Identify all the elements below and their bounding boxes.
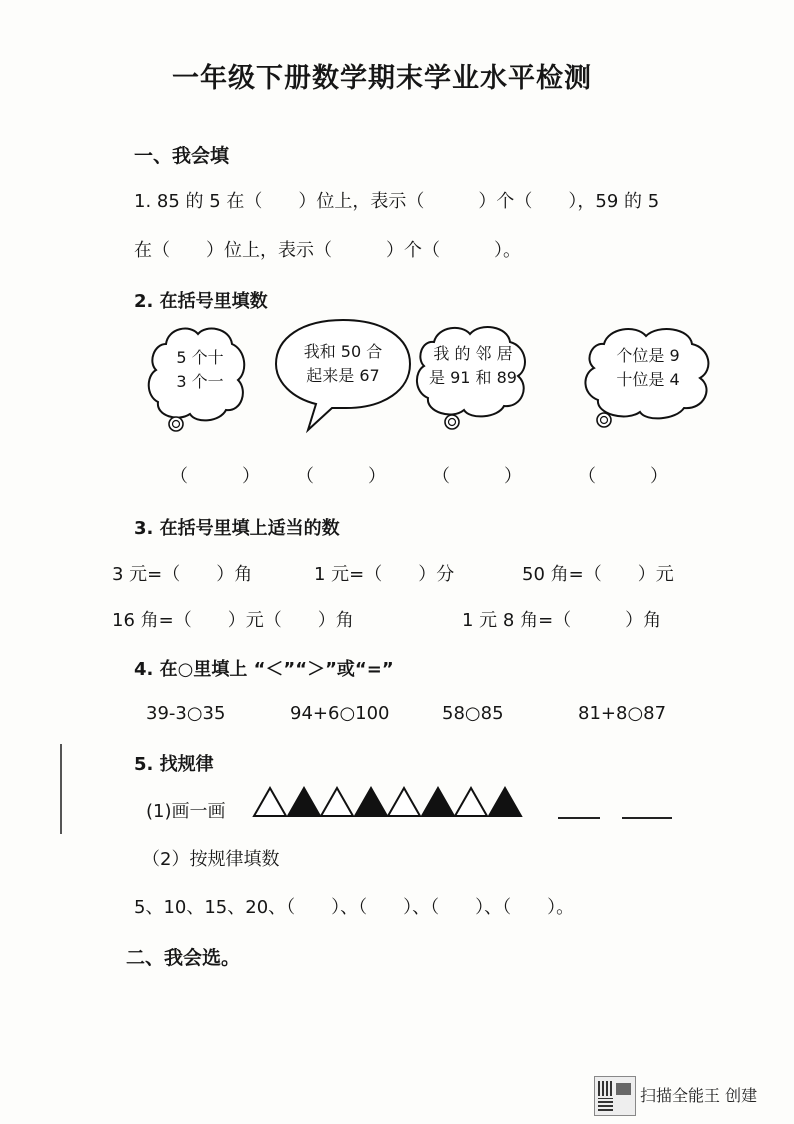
bubble1-line1: 5 个十: [176, 348, 224, 367]
black-triangle-icon: [286, 786, 322, 818]
bubble2-line2: 起来是 67: [306, 366, 380, 385]
q4-item-3: 58○85: [442, 703, 504, 724]
q3-row1-item1: 3 元=（ ）角: [112, 564, 253, 585]
q1-line2: 在（ ）位上，表示（ ）个（ ）。: [134, 240, 521, 261]
pattern-blank-1[interactable]: [558, 817, 600, 819]
q2-heading: 2. 在括号里填数: [134, 291, 268, 312]
q5-heading: 5. 找规律: [134, 754, 214, 775]
q3-row2-item1: 16 角=（ ）元（ ）角: [112, 610, 354, 631]
bubble2-line1: 我和 50 合: [303, 342, 383, 361]
bubble4-line2: 十位是 4: [616, 370, 680, 389]
scanner-watermark-text: 扫描全能王 创建: [640, 1086, 758, 1105]
pattern-blank-2[interactable]: [622, 817, 672, 819]
q2-answer-3[interactable]: （ ）: [432, 466, 522, 487]
q2-answer-1[interactable]: （ ）: [170, 466, 260, 487]
q4-item-2: 94+6○100: [290, 703, 390, 724]
bubble-speech-2: [272, 316, 414, 434]
bubble-cloud-4: [580, 322, 716, 440]
bubble4-line1: 个位是 9: [616, 346, 680, 365]
scanner-logo-icon: [594, 1076, 636, 1116]
bubble1-line2: 3 个一: [176, 372, 224, 391]
q3-row1-item3: 50 角=（ ）元: [522, 564, 674, 585]
bubble3-line1: 我 的 邻 居: [433, 344, 513, 363]
bubble3-line2: 是 91 和 89: [429, 368, 517, 387]
bubble-cloud-1: [146, 322, 250, 440]
q5-sub2-label: （2）按规律填数: [142, 849, 280, 870]
q1-line1: 1. 85 的 5 在（ ）位上，表示（ ）个（ ），59 的 5: [134, 191, 660, 212]
q4-heading: 4. 在○里填上 “＜”“＞”或“=”: [134, 659, 394, 680]
page-title: 一年级下册数学期末学业水平检测: [172, 63, 592, 94]
scan-margin-mark: [60, 744, 62, 834]
q3-row1-item2: 1 元=（ ）分: [314, 564, 455, 585]
section2-heading: 二、我会选。: [126, 947, 241, 969]
q3-heading: 3. 在括号里填上适当的数: [134, 518, 340, 539]
section1-heading: 一、我会填: [134, 145, 230, 167]
q4-item-4: 81+8○87: [578, 703, 667, 724]
black-triangle-icon: [353, 786, 389, 818]
q5-sub1-label: (1)画一画: [146, 801, 226, 822]
bubble-cloud-3: [412, 320, 532, 438]
q5-sequence: 5、10、15、20、（ ）、（ ）、（ ）、（ ）。: [134, 897, 575, 918]
q2-answer-4[interactable]: （ ）: [578, 466, 668, 487]
white-triangle-icon: [319, 786, 355, 818]
black-triangle-icon: [487, 786, 523, 818]
black-triangle-icon: [420, 786, 456, 818]
white-triangle-icon: [252, 786, 288, 818]
q2-answer-2[interactable]: （ ）: [296, 466, 386, 487]
white-triangle-icon: [453, 786, 489, 818]
q4-item-1: 39-3○35: [146, 703, 226, 724]
q3-row2-item2: 1 元 8 角=（ ）角: [462, 610, 662, 631]
white-triangle-icon: [386, 786, 422, 818]
